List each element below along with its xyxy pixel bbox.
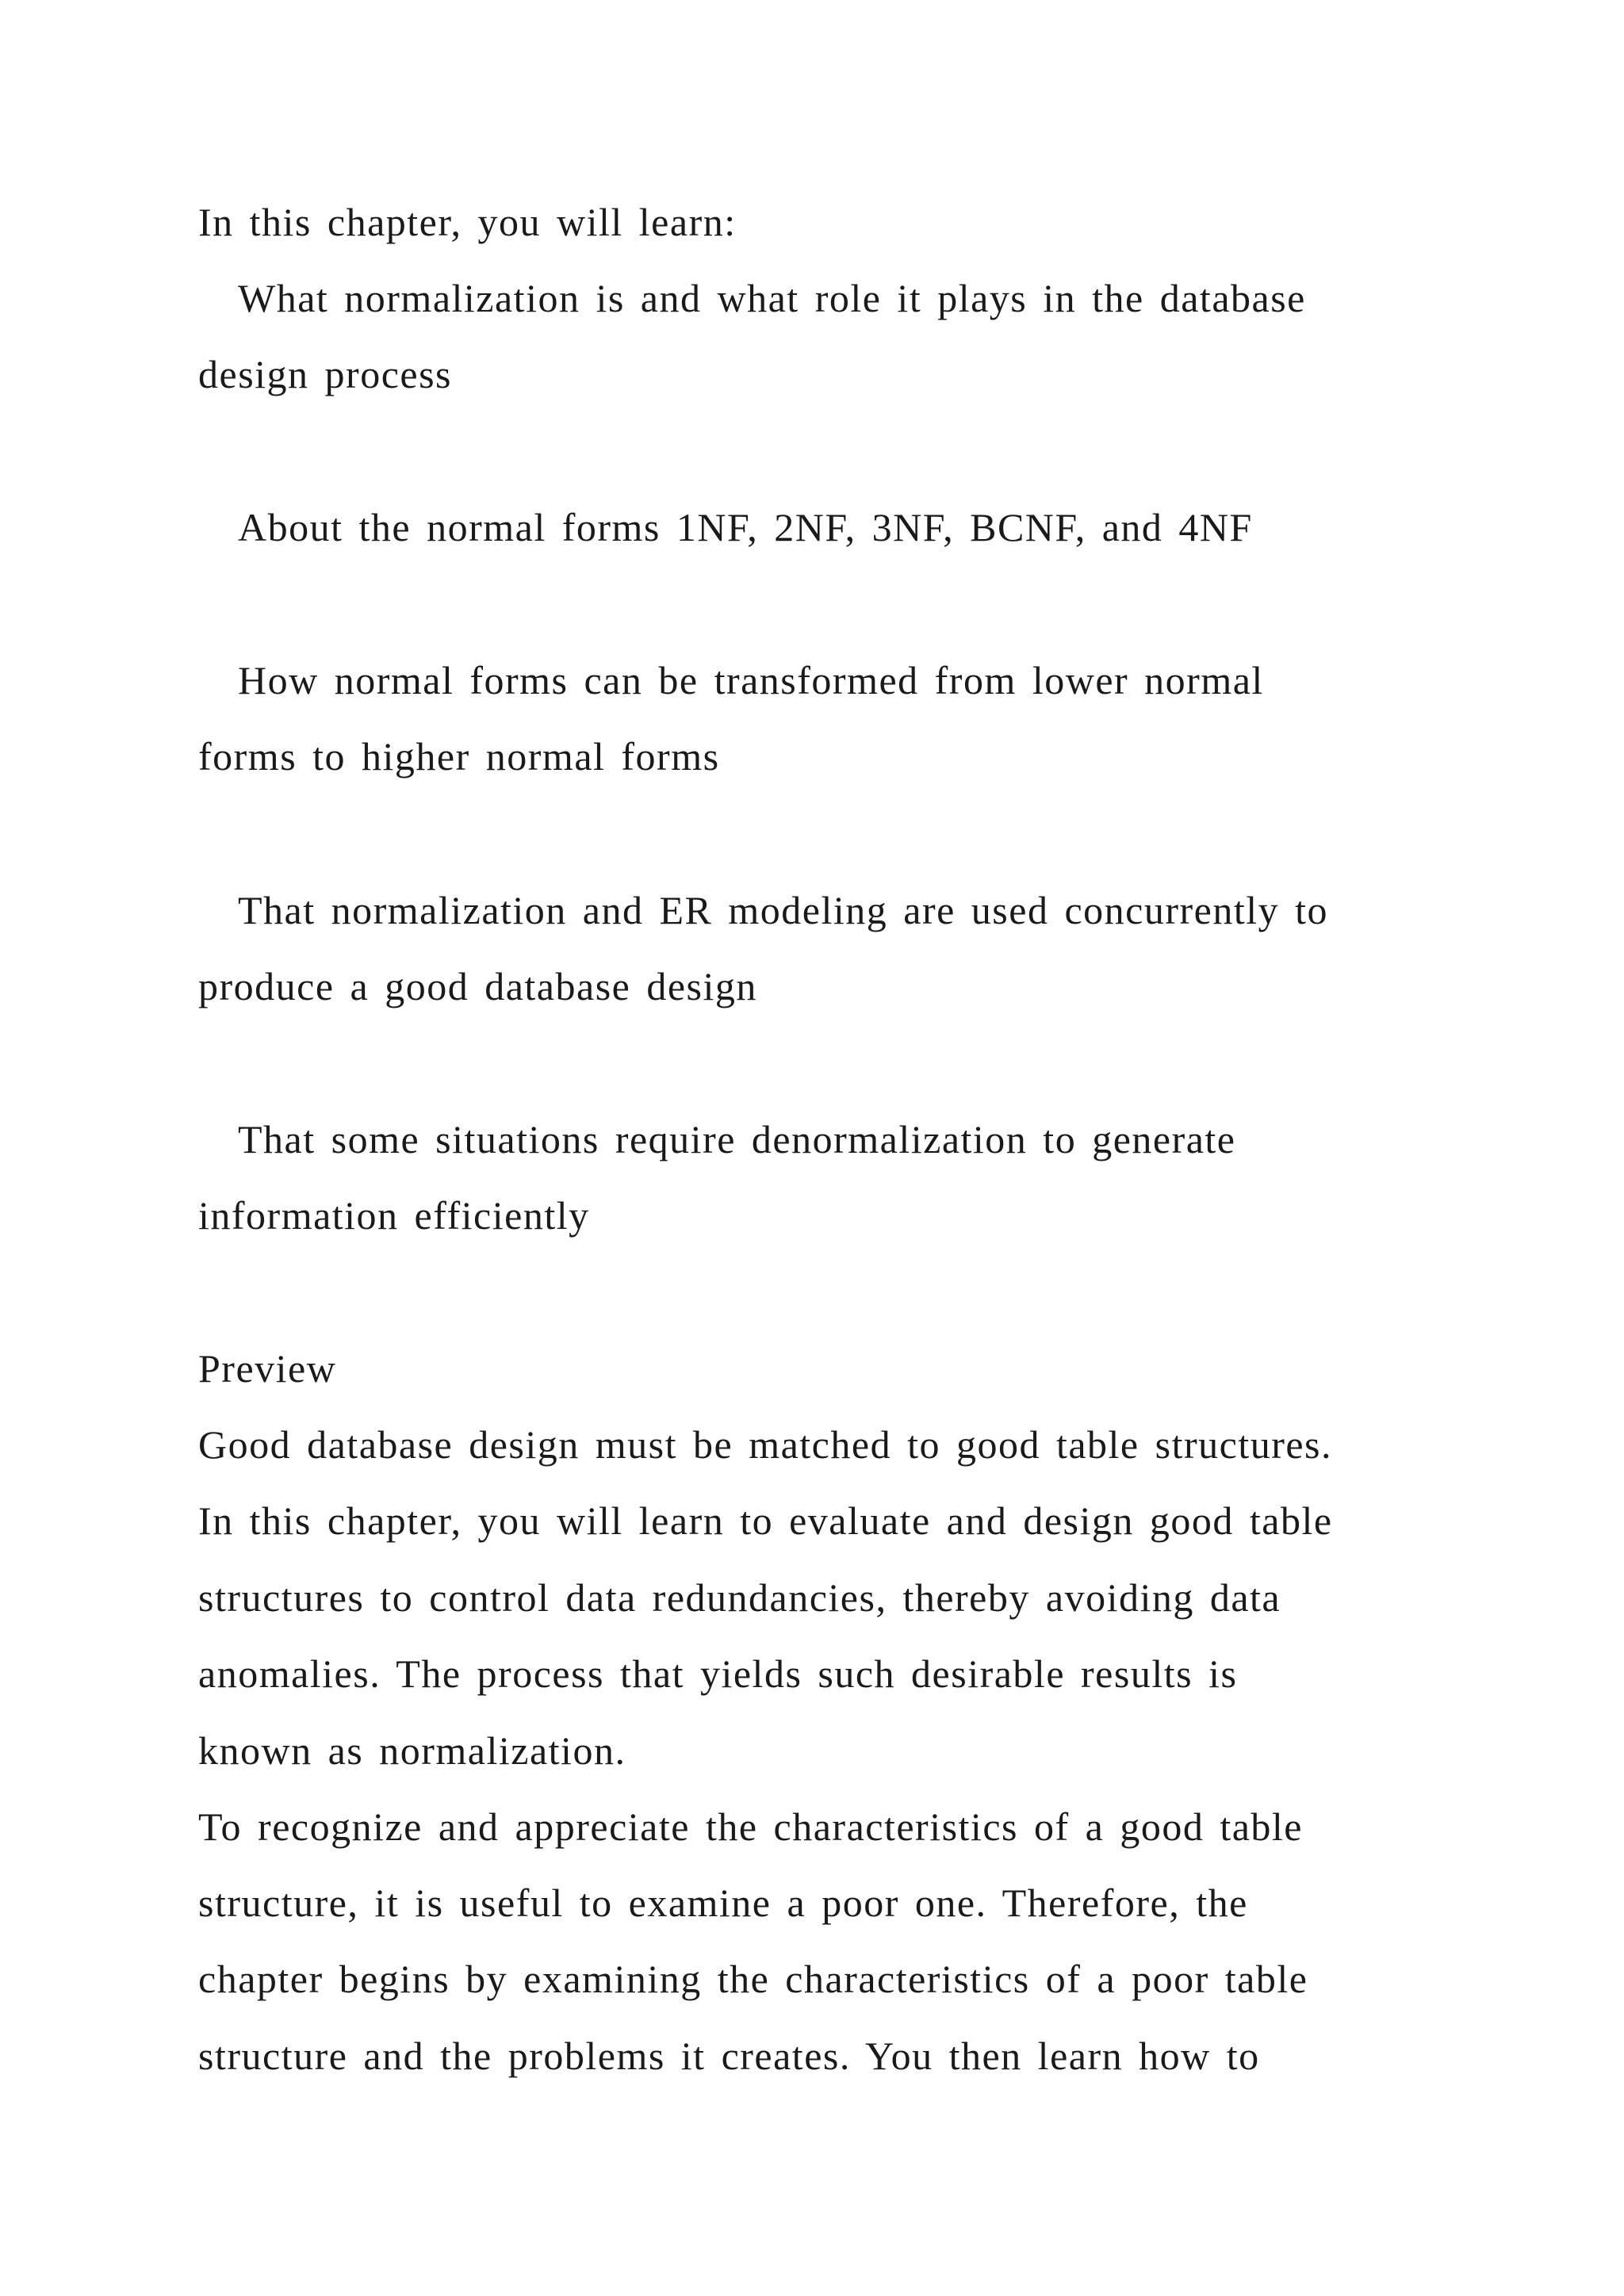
objective-2-line-1: About the normal forms 1NF, 2NF, 3NF, BCNF, and 4NF (238, 505, 1253, 549)
objective-5-line-1: That some situations require denormalization to generate (238, 1117, 1236, 1161)
preview-p1-line-3: structures to control data redundancies, thereby avoiding data (198, 1575, 1281, 1620)
preview-p2-line-4: structure and the problems it creates. You then learn how to (198, 2034, 1260, 2078)
preview-p2-line-3: chapter begins by examining the characteristics of a poor table (198, 1957, 1308, 2001)
objective-1-line-2: design process (198, 352, 452, 396)
preview-p2-line-2: structure, it is useful to examine a poor one. Therefore, the (198, 1881, 1248, 1925)
preview-p2-line-1: To recognize and appreciate the characteristics of a good table (198, 1804, 1303, 1849)
objective-4-line-2: produce a good database design (198, 964, 757, 1008)
intro-line: In this chapter, you will learn: (198, 200, 737, 244)
preview-p1-line-5: known as normalization. (198, 1728, 626, 1773)
preview-heading: Preview (198, 1346, 337, 1391)
objective-3-line-1: How normal forms can be transformed from lower normal (238, 658, 1264, 702)
preview-p1-line-4: anomalies. The process that yields such desirable results is (198, 1651, 1238, 1696)
objective-1-line-1: What normalization is and what role it plays in the database (238, 276, 1306, 320)
objective-4-line-1: That normalization and ER modeling are used concurrently to (238, 888, 1329, 932)
objective-5-line-2: information efficiently (198, 1193, 590, 1238)
preview-p1-line-1: Good database design must be matched to good table structures. (198, 1422, 1333, 1467)
preview-p1-line-2: In this chapter, you will learn to evaluate and design good table (198, 1498, 1333, 1543)
objective-3-line-2: forms to higher normal forms (198, 734, 720, 779)
